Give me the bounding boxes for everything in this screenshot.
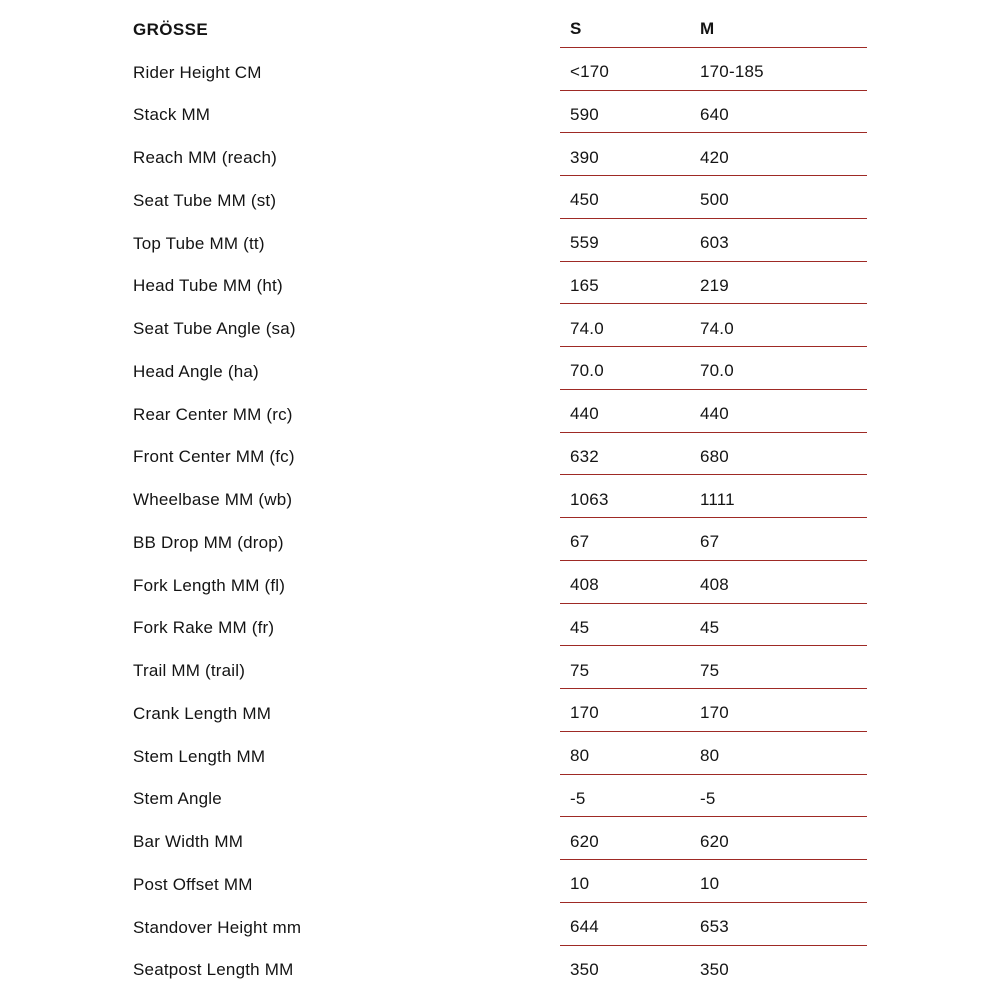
row-values — [560, 475, 867, 518]
row-label: Fork Length MM (fl) — [133, 575, 286, 595]
row-values — [560, 604, 867, 647]
value-s: 75 — [570, 660, 590, 680]
value-m: 70.0 — [700, 361, 734, 381]
value-m: 170-185 — [700, 62, 764, 82]
value-m: 219 — [700, 275, 729, 295]
value-s: 74.0 — [570, 318, 604, 338]
row-label: Seatpost Length MM — [133, 960, 294, 980]
row-values — [560, 646, 867, 689]
row-label: Fork Rake MM (fr) — [133, 618, 275, 638]
row-values — [560, 390, 867, 433]
value-m: 420 — [700, 147, 729, 167]
row-label: Top Tube MM (tt) — [133, 233, 265, 253]
value-m: 640 — [700, 104, 729, 124]
row-values — [560, 860, 867, 903]
row-label: Stem Angle — [133, 789, 222, 809]
row-values — [560, 946, 867, 989]
table-row — [0, 903, 1000, 946]
value-s: 10 — [570, 874, 590, 894]
value-s: 559 — [570, 233, 599, 253]
row-values — [560, 304, 867, 347]
value-m: -5 — [700, 788, 716, 808]
table-header-row — [0, 5, 1000, 48]
column-header-m: M — [700, 19, 715, 39]
table-row — [0, 219, 1000, 262]
table-row — [0, 304, 1000, 347]
row-label: Bar Width MM — [133, 832, 244, 852]
value-s: 590 — [570, 104, 599, 124]
row-label: Crank Length MM — [133, 703, 272, 723]
table-row — [0, 390, 1000, 433]
value-s: 350 — [570, 960, 599, 980]
column-header-size: GRÖSSE — [133, 19, 209, 39]
geometry-table — [0, 5, 1000, 988]
table-row — [0, 860, 1000, 903]
row-label: Seat Tube MM (st) — [133, 190, 277, 210]
value-m: 75 — [700, 660, 720, 680]
table-row — [0, 604, 1000, 647]
table-row — [0, 732, 1000, 775]
value-m: 350 — [700, 960, 729, 980]
value-m: 440 — [700, 404, 729, 424]
row-values — [560, 48, 867, 91]
row-values — [560, 689, 867, 732]
value-m: 680 — [700, 446, 729, 466]
value-s: 70.0 — [570, 361, 604, 381]
value-m: 653 — [700, 917, 729, 937]
row-label: Standover Height mm — [133, 917, 302, 937]
row-label: Rider Height CM — [133, 62, 262, 82]
table-row — [0, 561, 1000, 604]
table-row — [0, 176, 1000, 219]
value-s: 450 — [570, 190, 599, 210]
row-label: Reach MM (reach) — [133, 148, 277, 168]
row-label: Stem Length MM — [133, 746, 266, 766]
table-row — [0, 646, 1000, 689]
row-values — [560, 903, 867, 946]
table-row — [0, 262, 1000, 305]
value-m: 620 — [700, 831, 729, 851]
value-m: 603 — [700, 233, 729, 253]
table-row — [0, 133, 1000, 176]
table-row — [0, 946, 1000, 989]
row-label: BB Drop MM (drop) — [133, 532, 284, 552]
row-label: Wheelbase MM (wb) — [133, 490, 293, 510]
row-values — [560, 219, 867, 262]
value-m: 10 — [700, 874, 720, 894]
row-label: Trail MM (trail) — [133, 661, 246, 681]
row-values — [560, 732, 867, 775]
value-s: 45 — [570, 617, 590, 637]
table-row — [0, 689, 1000, 732]
table-row — [0, 433, 1000, 476]
value-m: 80 — [700, 746, 720, 766]
value-m: 67 — [700, 532, 720, 552]
table-row — [0, 775, 1000, 818]
row-values — [560, 433, 867, 476]
value-s: 80 — [570, 746, 590, 766]
value-s: -5 — [570, 788, 586, 808]
row-values — [560, 176, 867, 219]
row-values — [560, 518, 867, 561]
table-row — [0, 518, 1000, 561]
row-label: Head Angle (ha) — [133, 361, 259, 381]
table-row — [0, 475, 1000, 518]
row-values — [560, 817, 867, 860]
value-m: 1111 — [700, 489, 735, 509]
value-s: 644 — [570, 917, 599, 937]
table-row — [0, 48, 1000, 91]
header-values — [560, 5, 867, 48]
value-s: 1063 — [570, 489, 609, 509]
value-m: 74.0 — [700, 318, 734, 338]
row-label: Rear Center MM (rc) — [133, 404, 293, 424]
value-s: 390 — [570, 147, 599, 167]
row-values — [560, 133, 867, 176]
row-label: Front Center MM (fc) — [133, 447, 295, 467]
value-s: 440 — [570, 404, 599, 424]
row-values — [560, 775, 867, 818]
row-label: Seat Tube Angle (sa) — [133, 319, 296, 339]
value-s: <170 — [570, 62, 610, 82]
row-label: Post Offset MM — [133, 874, 253, 894]
row-label: Stack MM — [133, 105, 211, 125]
table-row — [0, 347, 1000, 390]
value-s: 620 — [570, 831, 599, 851]
value-m: 408 — [700, 575, 729, 595]
row-values — [560, 347, 867, 390]
value-s: 632 — [570, 446, 599, 466]
table-row — [0, 91, 1000, 134]
row-values — [560, 91, 867, 134]
value-s: 165 — [570, 275, 599, 295]
column-header-s: S — [570, 19, 582, 39]
row-label: Head Tube MM (ht) — [133, 276, 283, 296]
row-values — [560, 561, 867, 604]
value-m: 45 — [700, 617, 720, 637]
value-s: 170 — [570, 703, 599, 723]
value-m: 170 — [700, 703, 729, 723]
value-s: 67 — [570, 532, 590, 552]
value-m: 500 — [700, 190, 729, 210]
row-values — [560, 262, 867, 305]
value-s: 408 — [570, 575, 599, 595]
table-row — [0, 817, 1000, 860]
